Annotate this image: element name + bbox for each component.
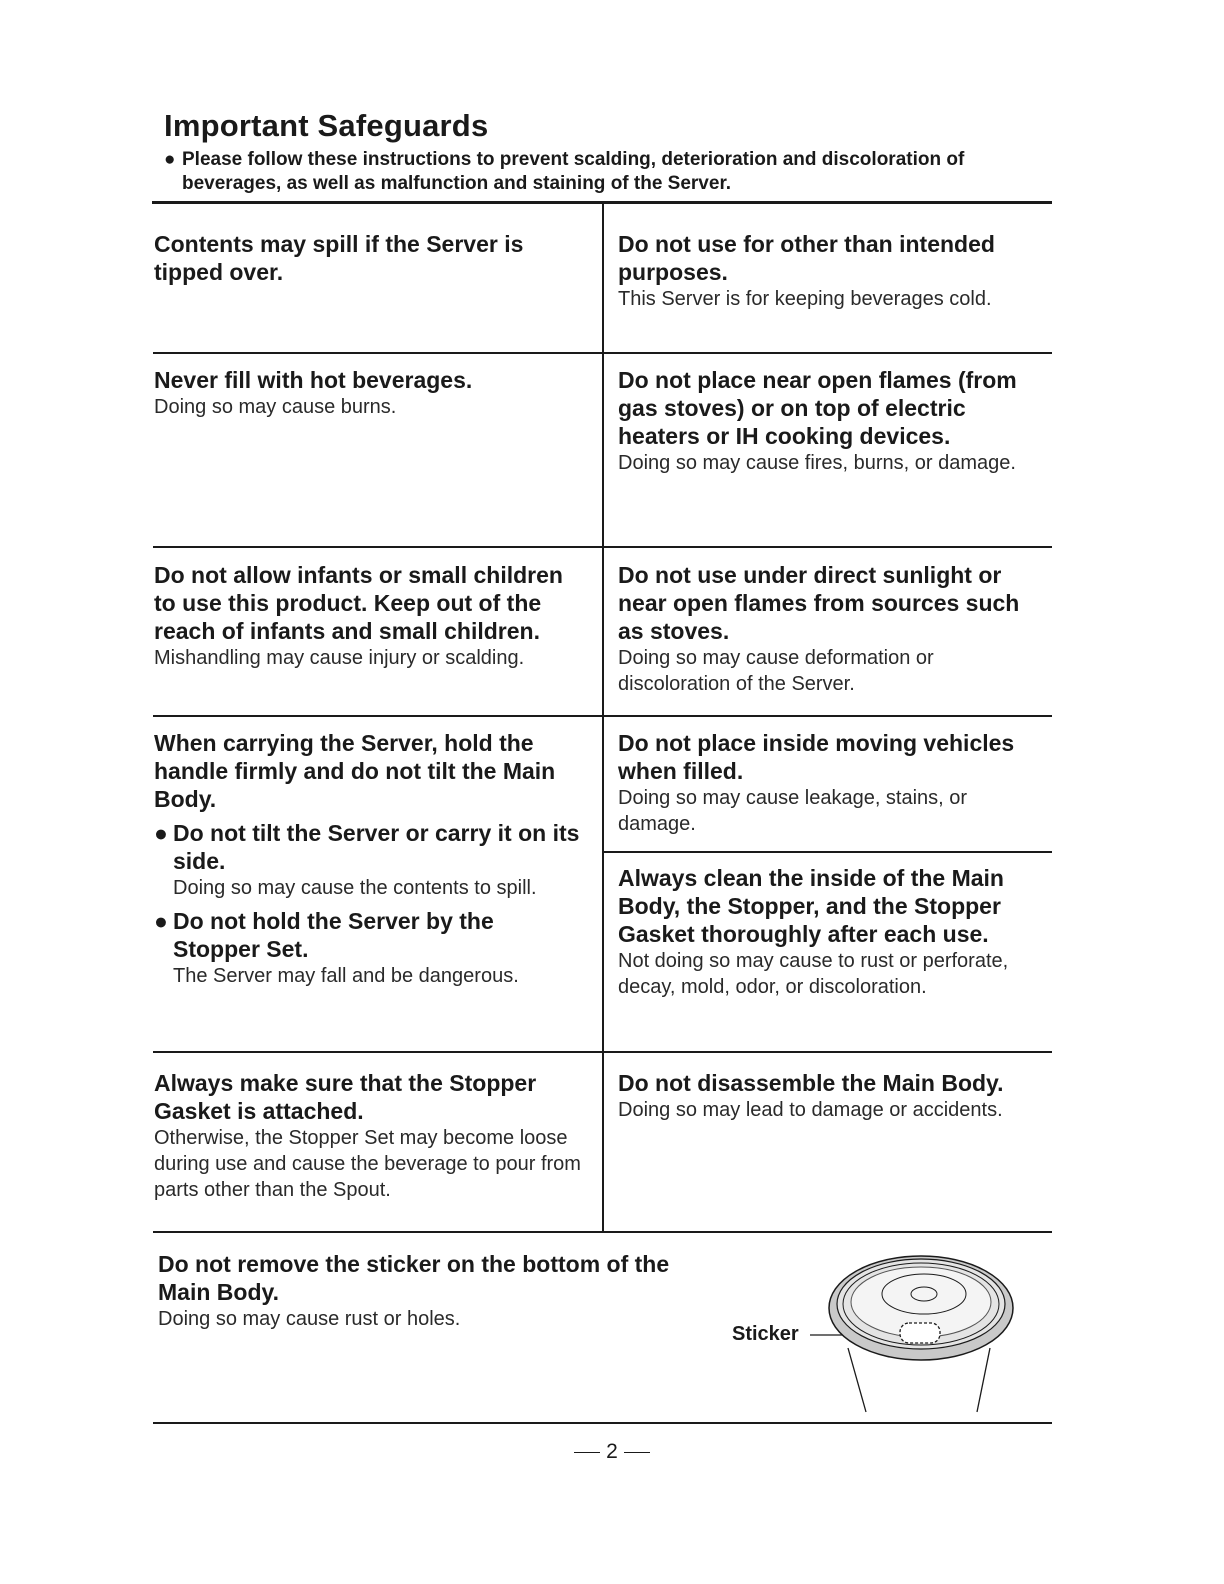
page-footer: [0, 1440, 1224, 1464]
safeguard-heading: Do not disassemble the Main Body.: [618, 1070, 1004, 1096]
safeguard-text: Doing so may cause burns.: [154, 396, 397, 418]
safeguard-children: [154, 561, 584, 671]
safeguard-heading: Do not use for other than intended purposes.: [618, 231, 995, 285]
sub-item: [154, 907, 584, 989]
sub-text: Doing so may cause the contents to spill.: [173, 877, 537, 899]
safeguard-spill: [154, 230, 584, 286]
safeguard-text: Otherwise, the Stopper Set may become loose during use and cause the beverage to pour from parts other than the Spout.: [154, 1127, 581, 1201]
sticker-label: Sticker: [732, 1323, 799, 1345]
safeguard-sunlight: [618, 561, 1048, 697]
safeguard-text: Doing so may cause leakage, stains, or damage.: [618, 787, 968, 835]
footer-dash: [574, 1452, 600, 1453]
safeguard-heading: Do not allow infants or small children to use this product. Keep out of the reach of infants and small children.: [154, 562, 563, 644]
safeguard-disassemble: [618, 1069, 1048, 1123]
safeguard-hot-beverages: [154, 366, 584, 420]
safeguard-heading: Contents may spill if the Server is tipped over.: [154, 231, 524, 285]
safeguard-text: Doing so may cause rust or holes.: [158, 1308, 461, 1330]
safeguard-heading: Do not place near open flames (from gas stoves) or on top of electric heaters or IH cooking devices.: [618, 367, 1017, 449]
safeguard-sticker: [158, 1250, 678, 1332]
page-title: Important Safeguards: [164, 108, 489, 143]
footer-dash: [624, 1452, 650, 1453]
column-divider: [602, 204, 604, 1232]
safeguard-heading: Always make sure that the Stopper Gasket is attached.: [154, 1070, 537, 1124]
safeguard-text: Mishandling may cause injury or scalding.: [154, 647, 525, 669]
safeguard-gasket: [154, 1069, 584, 1203]
server-bottom-illustration: [800, 1250, 1030, 1420]
bottom-rule: [153, 1422, 1052, 1424]
page-number: 2: [606, 1440, 618, 1463]
safeguard-text: Not doing so may cause to rust or perforate, decay, mold, odor, or discoloration.: [618, 950, 1009, 998]
bullet: ●: [154, 820, 168, 846]
safeguard-carrying: [154, 729, 584, 989]
safeguard-open-flames: [618, 366, 1048, 476]
sub-text: The Server may fall and be dangerous.: [173, 965, 519, 987]
safeguard-heading: Never fill with hot beverages.: [154, 367, 473, 393]
sub-item: [154, 819, 584, 901]
safeguard-heading: When carrying the Server, hold the handle firmly and do not tilt the Main Body.: [154, 730, 556, 812]
safeguard-vehicles: [618, 729, 1048, 837]
bullet: ●: [154, 908, 168, 934]
safeguard-cleaning: [618, 864, 1048, 1000]
safeguard-intended-use: [618, 230, 1048, 312]
safeguard-text: Doing so may cause fires, burns, or damage.: [618, 452, 1016, 474]
safeguard-text: Doing so may lead to damage or accidents.: [618, 1099, 1003, 1121]
safeguard-text: Doing so may cause deformation or discoloration of the Server.: [618, 647, 934, 695]
safeguard-heading: Always clean the inside of the Main Body, the Stopper, and the Stopper Gasket thoroughly after each use.: [618, 865, 1004, 947]
sub-heading: Do not hold the Server by the Stopper Set.: [173, 908, 494, 962]
sub-heading: Do not tilt the Server or carry it on its side.: [173, 820, 580, 874]
safeguard-heading: Do not place inside moving vehicles when filled.: [618, 730, 1015, 784]
safeguard-heading: Do not use under direct sunlight or near open flames from sources such as stoves.: [618, 562, 1020, 644]
safeguard-heading: Do not remove the sticker on the bottom of the Main Body.: [158, 1251, 670, 1305]
safeguard-text: This Server is for keeping beverages cold.: [618, 288, 992, 310]
bullet: ●: [164, 149, 176, 170]
intro-text: Please follow these instructions to prevent scalding, deterioration and discoloration of beverages, as well as malfunction and staining of the Server.: [182, 149, 965, 194]
intro-note: [164, 148, 1044, 196]
cell-divider: [603, 851, 1052, 853]
